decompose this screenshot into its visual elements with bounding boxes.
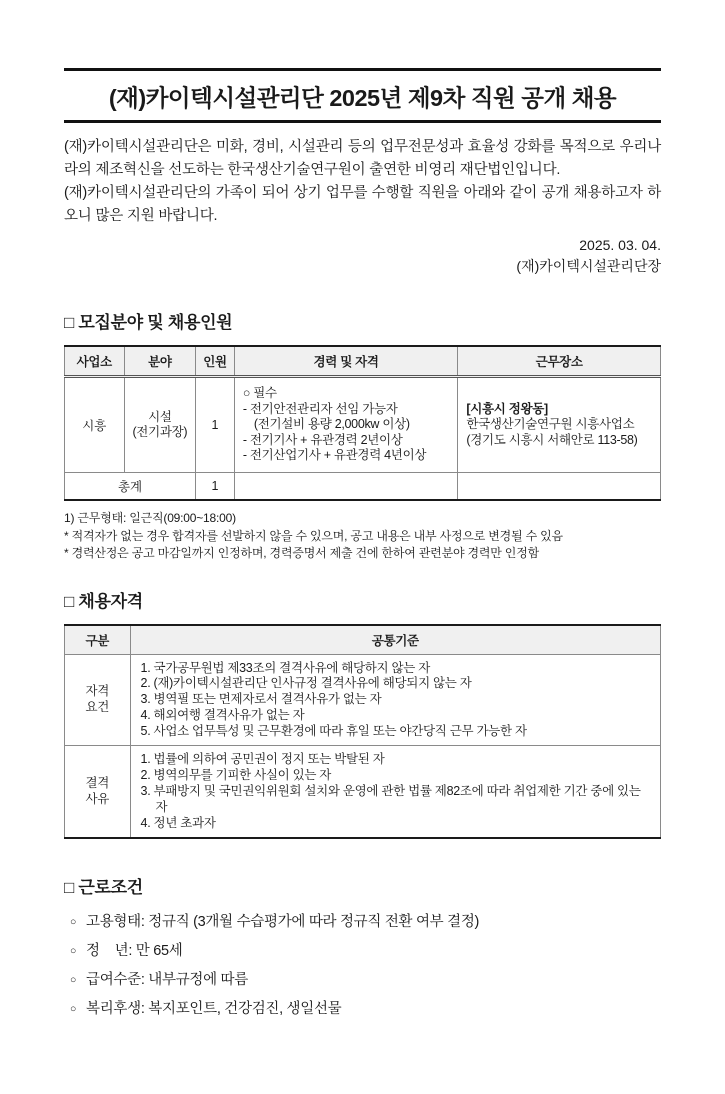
qualification-item: - 전기산업기사 + 유관경력 4년이상 [242, 448, 427, 463]
total-count: 1 [196, 473, 235, 501]
cell-field [124, 377, 196, 473]
document-title: (재)카이텍시설관리단 2025년 제9차 직원 공개 채용 [64, 68, 661, 123]
cell-category-disqualification [65, 746, 131, 838]
cell-site: 시흥 [65, 377, 125, 473]
condition-salary: 급여수준: 내부규정에 따름 [86, 972, 248, 989]
recruit-notes [64, 510, 661, 563]
col-header-site: 사업소 [65, 346, 125, 377]
qualification-item: - 전기안전관리자 선임 가능자 [242, 401, 398, 416]
workplace-name: 한국생산기술연구원 시흥사업소 [466, 417, 635, 432]
note-line: * 적격자가 없는 경우 합격자를 선발하지 않을 수 있으며, 공고 내용은 내부 사정으로 변경될 수 있음 [64, 528, 563, 543]
condition-employment-type: 고용형태: 정규직 (3개월 수습평가에 따라 정규직 전환 여부 결정) [86, 914, 480, 931]
workplace-address: (경기도 시흥시 서해안로 113-58) [466, 432, 638, 447]
disqualification-item: 4. 정년 초과자 [140, 815, 216, 830]
col-header-category: 구분 [65, 625, 131, 655]
section-heading-conditions: □ 근로조건 [64, 878, 143, 898]
list-item [64, 937, 661, 966]
category-text: 자격 [85, 684, 110, 699]
col-header-count: 인원 [196, 346, 235, 377]
condition-retirement-age: 정 년: 만 65세 [86, 943, 183, 960]
table-row [65, 377, 661, 473]
table-row [65, 654, 661, 746]
note-line: * 경력산정은 공고 마감일까지 인정하며, 경력증명서 제출 건에 한하여 관련분야 경력만 인정함 [64, 546, 539, 560]
requirement-item: 3. 병역필 또는 면제자로서 결격사유가 없는 자 [140, 692, 382, 707]
document-page [0, 68, 725, 1024]
col-header-criteria: 공통기준 [130, 625, 660, 655]
requirement-item: 4. 해외여행 결격사유가 없는 자 [140, 707, 305, 722]
qualification-table-header-row [65, 625, 661, 655]
requirement-item: 2. (재)카이텍시설관리단 인사규정 결격사유에 해당되지 않는 자 [140, 676, 472, 691]
col-header-qualification: 경력 및 자격 [234, 346, 458, 377]
section-heading-qualification: □ 채용자격 [64, 591, 143, 611]
total-label: 총계 [65, 473, 196, 501]
field-name: 시설 [148, 409, 172, 424]
table-row [65, 746, 661, 838]
conditions-list [64, 908, 661, 1024]
note-line: 1) 근무형태: 일근직(09:00~18:00) [64, 511, 236, 525]
qualification-item: - 전기기사 + 유관경력 2년이상 [242, 432, 403, 447]
col-header-field: 분야 [124, 346, 196, 377]
cell-workplace [458, 377, 661, 473]
cell-category-requirements [65, 654, 131, 746]
circle-bullet-icon: ○ [70, 1003, 77, 1016]
cell-requirement-items [130, 654, 660, 746]
empty-cell [234, 473, 458, 501]
intro-block [64, 136, 661, 228]
category-text: 사유 [85, 791, 110, 806]
qualification-table [64, 624, 661, 840]
requirement-item: 1. 국가공무원법 제33조의 결격사유에 해당하지 않는 자 [140, 660, 430, 675]
category-text: 요건 [85, 699, 110, 714]
section-heading-recruit: □ 모집분야 및 채용인원 [64, 313, 233, 332]
empty-cell [458, 473, 661, 501]
disqualification-item: 3. 부패방지 및 국민권익위원회 설치와 운영에 관한 법률 제82조에 따라 취업제한 기간 중에 있는 자 [140, 784, 641, 814]
list-item [64, 995, 661, 1024]
field-position: (전기과장) [132, 425, 188, 439]
col-header-workplace: 근무장소 [458, 346, 661, 377]
category-text: 결격 [85, 776, 110, 791]
intro-paragraph-1: (재)카이텍시설관리단은 미화, 경비, 시설관리 등의 업무전문성과 효율성 강화를 목적으로 우리나라의 제조혁신을 선도하는 한국생산기술연구원이 출연한 비영리 재단법인입니다. [64, 139, 661, 178]
cell-count: 1 [196, 377, 235, 473]
recruit-table [64, 345, 661, 501]
circle-bullet-icon: ○ [70, 974, 77, 987]
list-item [64, 908, 661, 937]
list-item [64, 966, 661, 995]
announcement-date: 2025. 03. 04. [579, 237, 661, 253]
condition-welfare: 복리후생: 복지포인트, 건강검진, 생일선물 [86, 1001, 342, 1018]
recruit-table-header-row [65, 346, 661, 377]
signer-title: (재)카이텍시설관리단장 [516, 258, 661, 274]
qualification-title: ○ 필수 [242, 386, 277, 401]
workplace-district: [시흥시 정왕동] [466, 401, 548, 416]
disqualification-item: 1. 법률에 의하여 공민권이 정지 또는 박탈된 자 [140, 752, 385, 767]
total-row [65, 473, 661, 501]
circle-bullet-icon: ○ [70, 945, 77, 958]
cell-qualification [234, 377, 458, 473]
disqualification-item: 2. 병역의무를 기피한 사실이 있는 자 [140, 768, 332, 783]
requirement-item: 5. 사업소 업무특성 및 근무환경에 따라 휴일 또는 야간당직 근무 가능한 자 [140, 723, 527, 738]
cell-disqualification-items [130, 746, 660, 838]
qualification-item-detail: (전기설비 용량 2,000kw 이상) [253, 417, 410, 432]
circle-bullet-icon: ○ [70, 916, 77, 929]
intro-paragraph-2: (재)카이텍시설관리단의 가족이 되어 상기 업무를 수행할 직원을 아래와 같이 공개 채용하고자 하오니 많은 지원 바랍니다. [64, 185, 661, 224]
